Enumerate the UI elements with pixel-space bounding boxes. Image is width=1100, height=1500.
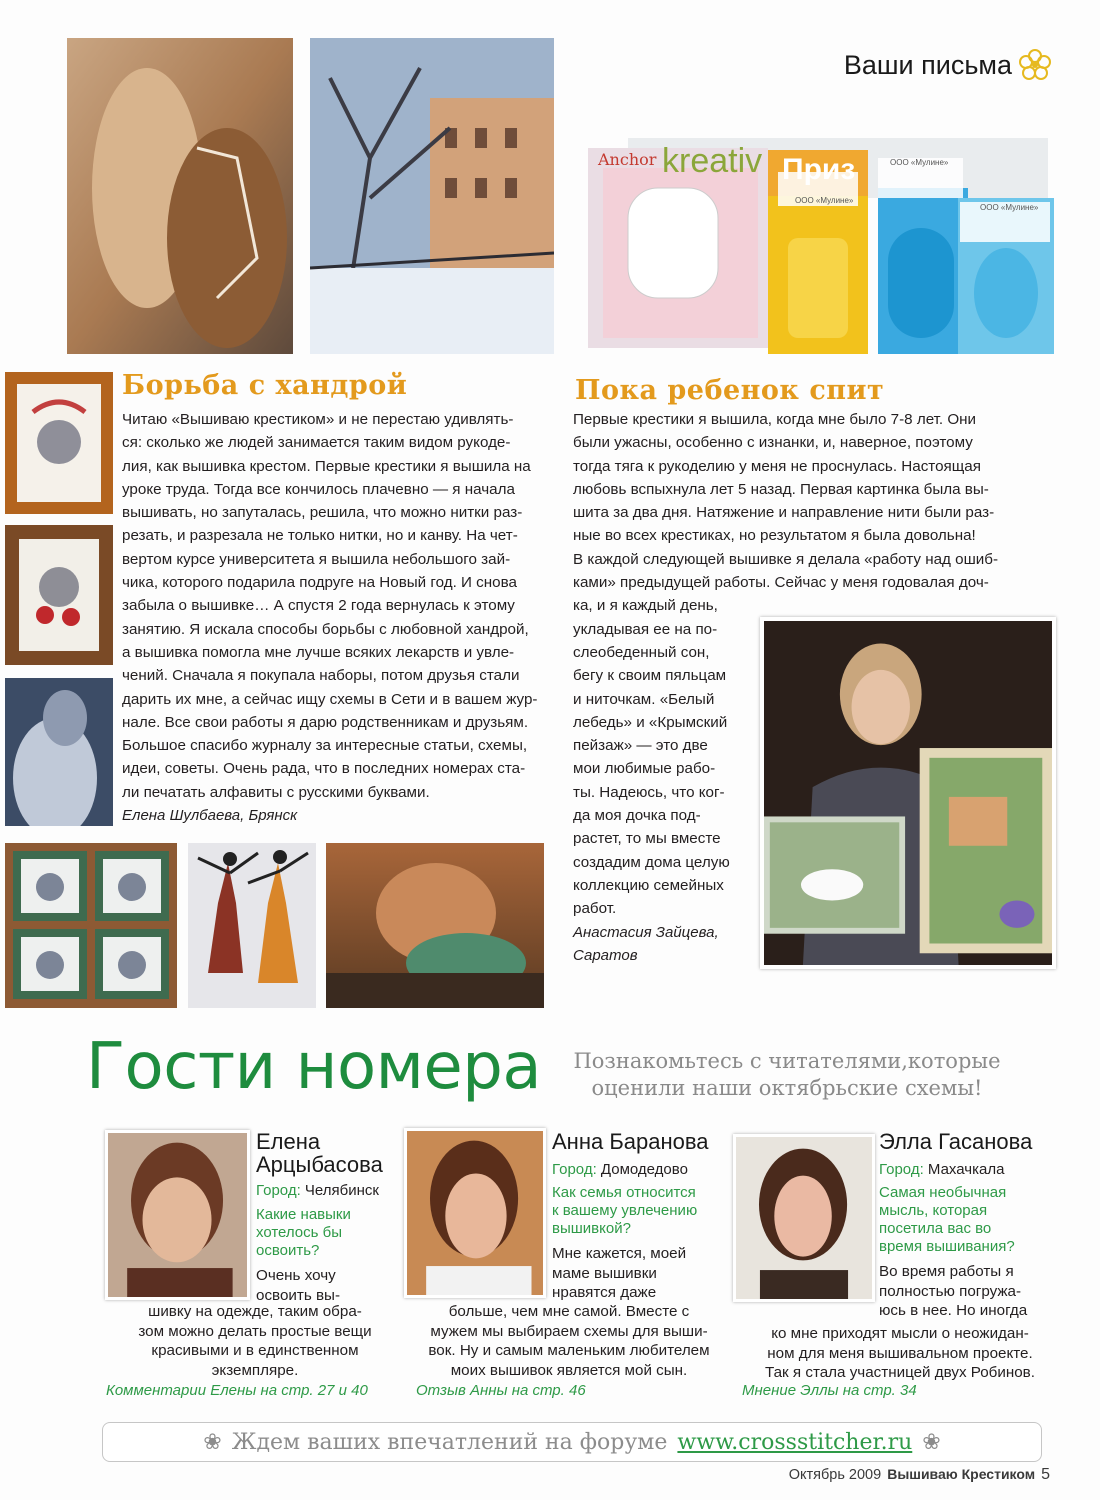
question-line: освоить? (256, 1242, 320, 1259)
article1-line: чика, которого подарила подруге на Новый год. И снова (122, 574, 517, 592)
guest-1-name: Арцыбасова (256, 1152, 383, 1177)
guest-2-answer-narrow (552, 1244, 722, 1303)
article2-line: шита за два дня. Натяжение и направление нити были раз- (573, 504, 995, 522)
guest-3-name: Элла Гасанова (879, 1129, 1033, 1154)
article2-line: ты. Надеюсь, что ког- (573, 783, 725, 801)
guest-2-city (552, 1161, 722, 1178)
answer-line: Очень хочу (256, 1267, 336, 1284)
answer-line: ном для меня вышивальном проекте. (767, 1344, 1033, 1362)
page-number: 5 (1041, 1466, 1050, 1483)
package-brand-1: ООО «Мулине» (795, 196, 854, 205)
guest-3-answer-narrow (879, 1262, 1054, 1321)
article2-line: были ужасны, особенно с изнанки, и, наверное, поэтому (573, 434, 973, 452)
answer-line: красивыми и в единственном (151, 1342, 359, 1359)
article1-line: уроке труда. Тогда все кончилось плачевно — я начала (122, 480, 515, 498)
article2-line: ками» предыдущей работы. Сейчас у меня годовалая доч- (573, 574, 989, 592)
framed-cat-roses-photo (5, 525, 113, 665)
guest-1-city-value: Челябинск (304, 1182, 379, 1199)
article1-line: вертом курсе университета я вышила небольшого зай- (122, 550, 511, 568)
guest-3-question (879, 1184, 1054, 1256)
guest-1-city (256, 1182, 396, 1199)
article1-line: дарить их мне, а сейчас ищу схемы в Сети и в вашем жур- (122, 690, 538, 708)
article1-body (122, 408, 562, 827)
article2-signature-line: Анастасия Зайцева, (573, 923, 719, 941)
article1-line: занятию. Я искала способы борьбы с любовной хандрой, (122, 620, 529, 638)
author-with-embroideries-photo (760, 617, 1056, 969)
guest-2-city-value: Домодедово (600, 1161, 688, 1178)
article2-line: создадим дома целую (573, 853, 730, 871)
article1-line: ли печатать алфавиты с русскими буквами. (122, 783, 430, 801)
article1-signature: Елена Шулбаева, Брянск (122, 807, 298, 825)
guest-1-answer-narrow (256, 1266, 396, 1305)
answer-line: ко мне приходят мысли о неожидан- (771, 1325, 1029, 1342)
framed-cats-photo (5, 372, 113, 514)
article2-line: слеобеденный сон, (573, 643, 710, 661)
article1-line: резать, и разрезала не только нитки, но и канву. На чет- (122, 527, 518, 545)
article1-line: Большое спасибо журналу за интересные статьи, схемы, (122, 737, 528, 755)
article2-line: бегу к своим пяльцам (573, 667, 727, 685)
forum-link[interactable]: www.crossstitcher.ru (677, 1429, 913, 1455)
answer-line: моих вышивок является мой сын. (450, 1361, 688, 1379)
article2-line: Первые крестики я вышила, когда мне было 7-8 лет. Они (573, 411, 977, 428)
answer-line: юсь в нее. Но иногда (879, 1302, 1028, 1319)
article2-line: ные во всех крестиках, но результатом я была довольна! (573, 527, 976, 545)
question-line: вышивкой? (552, 1220, 631, 1237)
guest-2-portrait (404, 1128, 546, 1298)
section-label (844, 48, 1052, 82)
guest-1-question (256, 1206, 396, 1260)
package-brand-3: ООО «Мулине» (980, 203, 1039, 212)
question-line: посетила вас во (879, 1220, 992, 1237)
article2-title: Пока ребенок спит (575, 375, 885, 406)
article2-signature-line: Саратов (573, 946, 638, 964)
guest-3-answer-wide (735, 1324, 1065, 1383)
question-line: Какие навыки (256, 1206, 351, 1223)
couple-embroidery-photo (326, 843, 544, 1008)
issue-date: Октябрь 2009 (788, 1467, 882, 1483)
guest-1-card (256, 1130, 396, 1305)
answer-line: шивку на одежде, таким обра- (148, 1303, 362, 1320)
four-framed-cats-photo (5, 843, 177, 1008)
guests-subtitle-line: Познакомьтесь с читателями,которые (573, 1049, 1001, 1073)
article2-line: да моя дочка под- (573, 807, 701, 825)
guest-1-name: Елена (256, 1129, 321, 1154)
forum-banner (102, 1422, 1042, 1462)
article1-line: ся: сколько же людей занимается таким видом рукоде- (122, 434, 511, 452)
brand-kreativ: kreativ (662, 142, 763, 180)
guest-2-question (552, 1184, 722, 1238)
article2-line: растет, то мы вместе (573, 830, 721, 848)
answer-line: экземпляре. (211, 1361, 299, 1379)
article2-line: работ. (573, 900, 617, 918)
guest-3-city (879, 1161, 1054, 1178)
forum-text: Ждем ваших впечатлений на форуме (231, 1429, 668, 1455)
article1-line: идеи, советы. Очень рада, что в последних номерах ста- (122, 760, 526, 778)
article2-line: пейзаж» — это две (573, 737, 708, 755)
guest-3-portrait (733, 1134, 875, 1302)
article2-line: укладывая ее на по- (573, 620, 718, 638)
question-line: Как семья относится (552, 1184, 696, 1201)
brand-anchor: Anchor (598, 150, 657, 169)
article1-title: Борьба с хандрой (122, 370, 408, 401)
guest-2-answer-wide (404, 1302, 734, 1380)
winter-building-embroidery-photo (310, 38, 554, 354)
article1-line: вышивать, но запуталась, решила, что можно нитки раз- (122, 504, 523, 522)
guest-2-card (552, 1130, 722, 1303)
answer-line: Так я стала участницей двух Робинов. (765, 1364, 1035, 1381)
article2-line: любовь вспыхнула лет 5 назад. Первая картинка была вы- (573, 480, 989, 498)
question-line: хотелось бы (256, 1224, 343, 1241)
guest-1-link[interactable]: Комментарии Елены на стр. 27 и 40 (106, 1382, 368, 1399)
article1-line: Читаю «Вышиваю крестиком» и не перестаю удивлять- (122, 411, 514, 428)
answer-line: нравятся даже (552, 1284, 657, 1301)
ornament-icon: ❀ (922, 1429, 941, 1455)
article2-line: и ниточкам. «Белый (573, 690, 715, 708)
article2-line: лебедь» и «Крымский (573, 713, 728, 731)
guest-3-link[interactable]: Мнение Эллы на стр. 34 (742, 1382, 917, 1399)
guest-3-card (879, 1130, 1054, 1321)
city-key: Город: (256, 1182, 301, 1199)
question-line: к вашему увлечению (552, 1202, 698, 1219)
article2-line: коллекцию семейных (573, 876, 724, 894)
man-embroidery-photo (5, 678, 113, 826)
question-line: Самая необычная (879, 1184, 1007, 1201)
article1-line: чений. Сначала я покупала наборы, потом друзья стали (122, 667, 520, 685)
magazine-name: Вышиваю Крестиком (887, 1466, 1036, 1482)
answer-line: полностью погружа- (879, 1282, 1022, 1300)
guests-subtitle-line: оценили наши октябрьские схемы! (591, 1076, 983, 1100)
guests-subtitle (532, 1048, 1042, 1102)
guest-3-city-value: Махачкала (927, 1161, 1005, 1178)
article2-line: В каждой следующей вышивке я делала «работу над ошиб- (573, 550, 998, 568)
african-dancers-photo (188, 843, 316, 1008)
guest-2-name: Анна Баранова (552, 1129, 709, 1154)
article1-line: нале. Все свои работы я дарю родственникам и друзьям. (122, 713, 529, 731)
article1-line: забыла о вышивке… А спустя 2 года вернулась к этому (122, 597, 515, 615)
answer-line: мужем мы выбираем схемы для выши- (430, 1322, 708, 1340)
horses-embroidery-photo (67, 38, 293, 354)
article2-line: тогда тяга к рукоделию у меня не проснулась. Настоящая (573, 457, 981, 475)
article1-line: лия, как вышивка крестом. Первые крестики я вышила на (122, 457, 531, 475)
flower-icon (1018, 48, 1052, 82)
answer-line: вок. Ну и самым маленьким любителем (428, 1342, 710, 1359)
answer-line: маме вышивки (552, 1264, 657, 1282)
answer-line: зом можно делать простые вещи (138, 1322, 372, 1340)
question-line: время вышивания? (879, 1238, 1015, 1255)
article1-line: а вышивка помогла мне лучше всяких лекарств и увле- (122, 643, 515, 661)
package-brand-2: ООО «Мулине» (890, 158, 949, 167)
city-key: Город: (552, 1161, 597, 1178)
answer-line: больше, чем мне самой. Вместе с (448, 1303, 690, 1320)
guests-title: Гости номера (86, 1030, 542, 1104)
city-key: Город: (879, 1161, 924, 1178)
guest-1-portrait (105, 1130, 250, 1300)
prize-badge: Приз (782, 153, 856, 186)
article2-line: ка, и я каждый день, (573, 597, 718, 615)
section-label-text: Ваши письма (843, 49, 1012, 80)
ornament-icon: ❀ (203, 1429, 222, 1455)
question-line: мысль, которая (879, 1202, 988, 1219)
answer-line: Во время работы я (879, 1263, 1014, 1280)
answer-line: освоить вы- (256, 1286, 340, 1304)
answer-line: Мне кажется, моей (552, 1245, 687, 1262)
guest-2-link[interactable]: Отзыв Анны на стр. 46 (416, 1382, 586, 1399)
guest-1-answer-wide (105, 1302, 405, 1380)
article2-line: мои любимые рабо- (573, 760, 716, 778)
page-footer (789, 1466, 1050, 1484)
